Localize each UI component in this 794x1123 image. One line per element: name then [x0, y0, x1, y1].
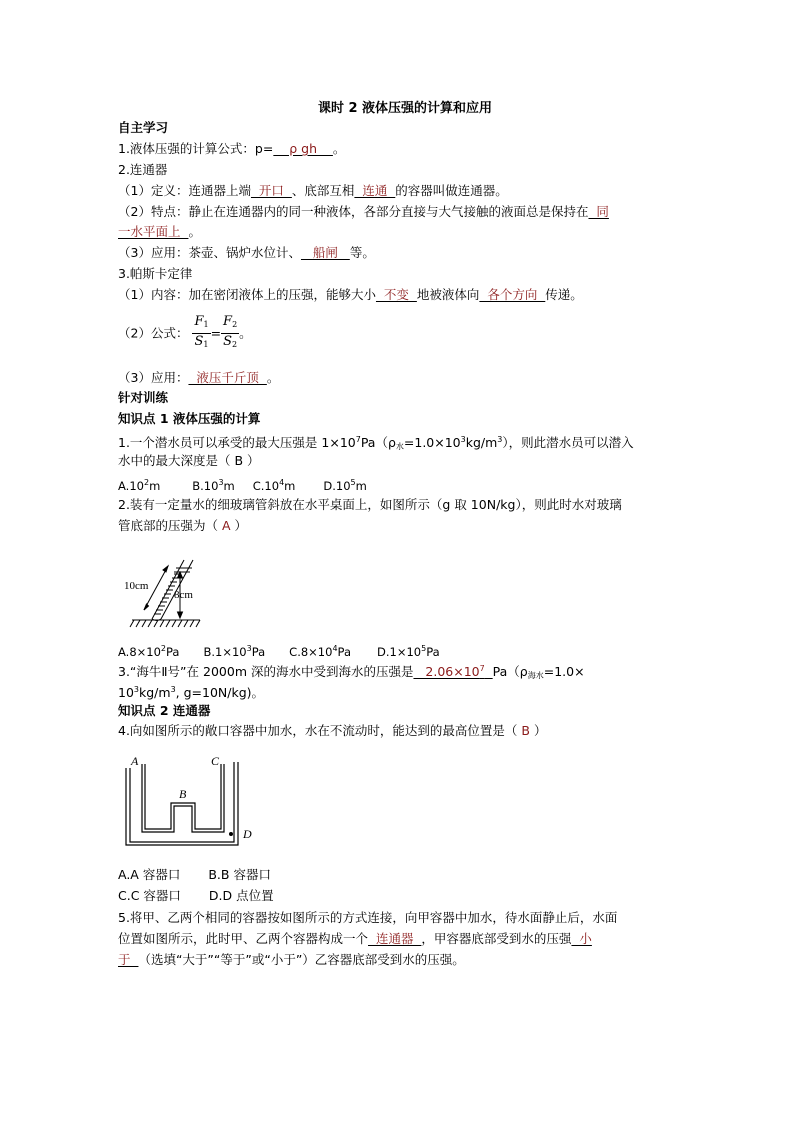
- p1-option-d: $D.10^5m$: [323, 478, 367, 493]
- p4-option-b: B.B 容器口: [208, 867, 271, 882]
- p2-option-d: $D.1\times 10^5Pa$: [377, 644, 440, 659]
- p2-answer: A: [221, 518, 231, 533]
- p4-option-c: C.C 容器口: [118, 888, 181, 903]
- p1-line2: 水中的最大深度是（ B ）: [118, 453, 260, 468]
- q3-formula-line: （2）公式： $\frac{F_1}{S_1}$ = $\frac{F_2}{S_2}$ 。: [118, 314, 252, 353]
- tilted-tube-figure: [118, 558, 208, 632]
- label-8cm: 8cm: [174, 589, 193, 601]
- label-10cm: 10cm: [124, 580, 149, 592]
- p4-option-d: D.D 点位置: [208, 888, 274, 903]
- container-figure: [118, 750, 268, 850]
- page-title: 课时 2 液体压强的计算和应用: [317, 101, 493, 116]
- p3-line1: 3.“海牛Ⅱ号”在 2000m 深的海水中受到海水的压强是 $2.06\times 10^7$ $Pa(\rho_{海水}=1.0\times$: [118, 664, 585, 680]
- q1-end: 。: [332, 141, 346, 156]
- section-heading-self-study: 自主学习: [118, 120, 169, 135]
- q2-line1: （1）定义：连通器上端 开口 、底部互相 连通 的容器叫做连通器。: [118, 183, 508, 198]
- formula-f1-s1: $\frac{F_1}{S_1}$: [194, 314, 209, 349]
- q2-answer-level: 同: [588, 204, 609, 219]
- p4-line1: 4.向如图所示的敞口容器中加水，水在不流动时，能达到的最高位置是（ B ）: [118, 723, 547, 738]
- p5-answer-connector: 连通器: [368, 931, 422, 946]
- q3-heading: 3.帕斯卡定律: [118, 266, 193, 281]
- p5-line3: 于 （选填“大于”“等于”或“小于”）乙容器底部受到水的压强。: [118, 952, 465, 967]
- q1-line: [118, 141, 345, 157]
- p4-options-row1: [118, 867, 271, 883]
- q3-answer-jack: 液压千斤顶: [188, 370, 267, 385]
- p5-answer-less-cont: 于: [118, 952, 139, 967]
- q3-answer-directions: 各个方向: [479, 287, 546, 302]
- knowledge-point-1: 知识点 1 液体压强的计算: [118, 411, 261, 426]
- q2-answer-open: 开口: [250, 183, 292, 198]
- label-a: A: [131, 754, 139, 768]
- q2-line2: （2）特点：静止在连通器内的同一种液体，各部分直接与大气接触的液面总是保持在 同: [118, 204, 609, 219]
- p4-answer: B: [521, 723, 530, 738]
- p4-option-a: A.A 容器口: [118, 867, 181, 882]
- q2-heading: 2.连通器: [118, 162, 168, 177]
- q3-line3: （3）应用： 液压千斤顶 。: [118, 370, 280, 385]
- p4-options-row2: [118, 888, 274, 904]
- p1-option-a: $A.10^2m$: [118, 478, 161, 493]
- q2-line3: （3）应用：茶壶、锅炉水位计、 船闸 等。: [118, 245, 375, 260]
- label-c: C: [211, 754, 220, 768]
- knowledge-point-2: 知识点 2 连通器: [118, 703, 211, 718]
- q2-answer-connect: 连通: [354, 183, 396, 198]
- q3-answer-unchanged: 不变: [375, 287, 417, 302]
- p1-line1: 1.一个潜水员可以承受的最大压强是 $1\times 10^7Pa(\rho_水=1.0\times 10^3kg/m^3)$，则此潜水员可以潜入: [118, 435, 634, 451]
- p1-options: [118, 475, 367, 494]
- p2-line1: 2.装有一定量水的细玻璃管斜放在水平桌面上，如图所示（g 取 10N/kg），则此时水对玻璃: [118, 497, 622, 512]
- p2-option-c: $C.8\times 10^4Pa$: [289, 644, 352, 659]
- p5-answer-less: 小: [571, 931, 592, 946]
- label-b: B: [179, 787, 187, 801]
- q1-text: 1.液体压强的计算公式：p=: [118, 141, 274, 156]
- p3-line2: $10^3kg/m^3$, g=10N/kg)。: [118, 685, 265, 700]
- section-heading-practice: 针对训练: [118, 390, 169, 405]
- p5-line2: 位置如图所示，此时甲、乙两个容器构成一个 连通器 ，甲容器底部受到水的压强 小: [118, 931, 592, 946]
- q1-answer: ρ gh: [273, 141, 333, 156]
- p3-answer: $2.06\times 10^7$: [413, 664, 485, 679]
- label-d: D: [243, 827, 252, 841]
- q2-line2b: 一水平面上 。: [118, 224, 201, 239]
- p1-option-c: $C.10^4m$: [252, 478, 296, 493]
- p2-line2: 管底部的压强为（ A ）: [118, 518, 248, 533]
- q2-answer-level-cont: 一水平面上: [118, 224, 189, 239]
- formula-f2-s2: $\frac{F_2}{S_2}$: [223, 314, 238, 349]
- q3-line1: （1）内容：加在密闭液体上的压强，能够大小 不变 地被液体向 各个方向 传递。: [118, 287, 583, 302]
- p2-option-b: $B.1\times 10^3Pa$: [203, 644, 266, 659]
- p1-option-b: $B.10^3m$: [192, 478, 235, 493]
- p2-option-a: $A.8\times 10^2Pa$: [118, 644, 180, 659]
- q2-answer-lock: 船闸: [300, 245, 350, 260]
- p5-line1: 5.将甲、乙两个相同的容器按如图所示的方式连接，向甲容器中加水，待水面静止后，水面: [118, 910, 618, 925]
- p2-options: [118, 641, 440, 660]
